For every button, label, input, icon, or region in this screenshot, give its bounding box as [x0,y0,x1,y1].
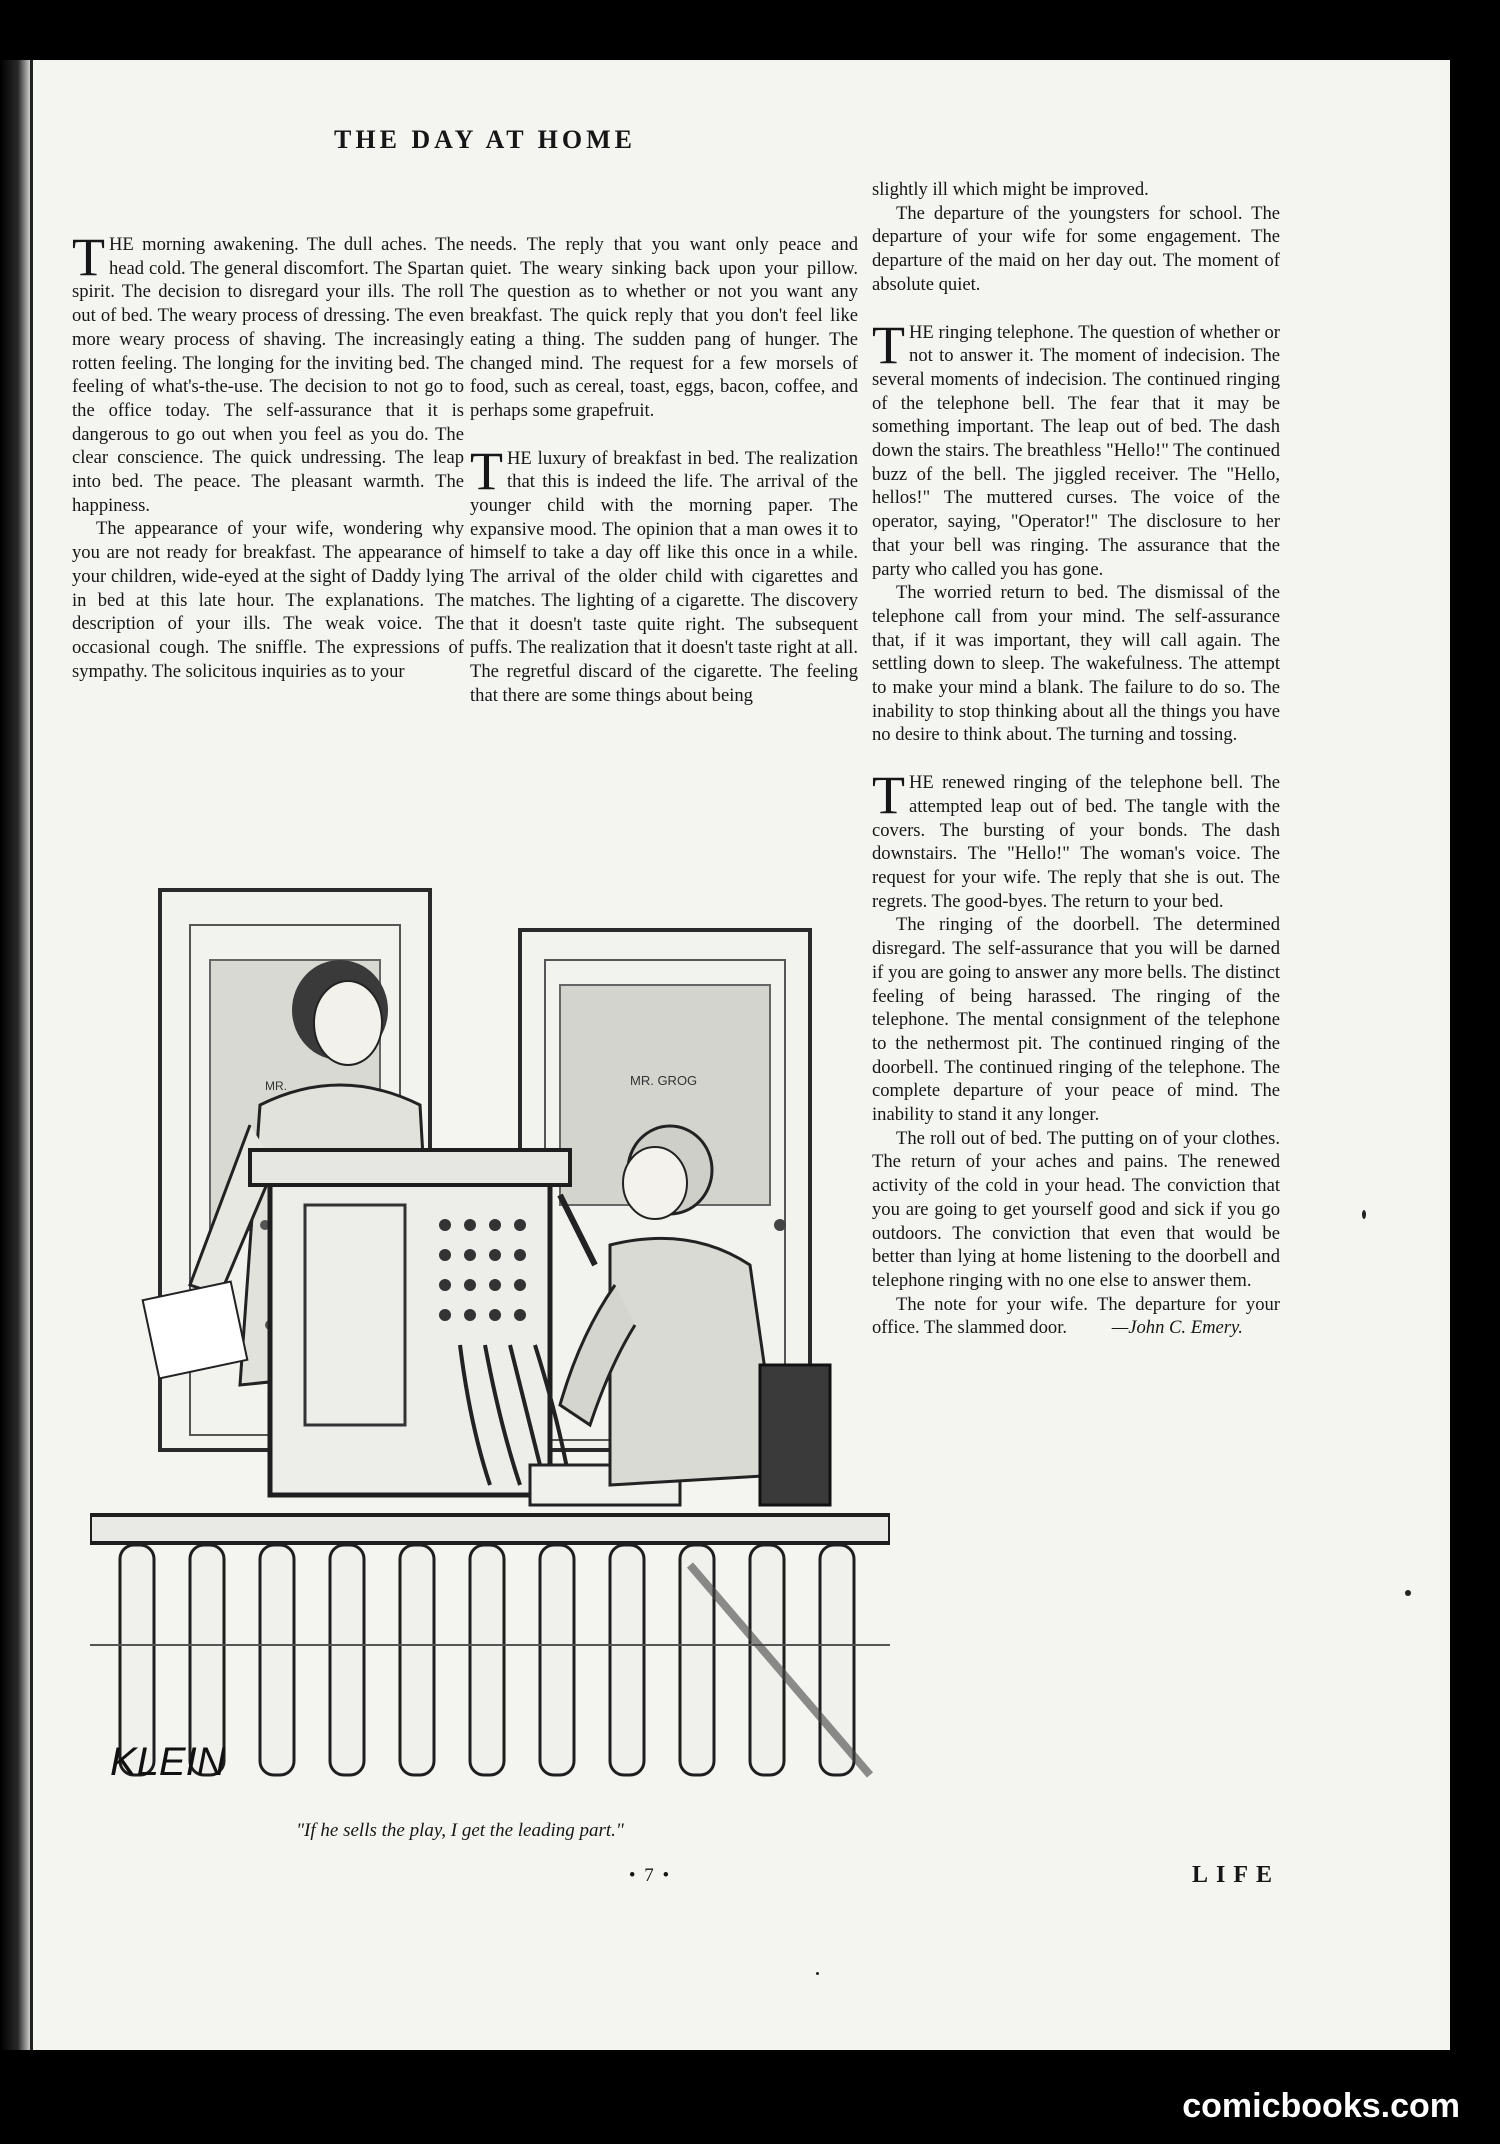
drop-cap: T [872,765,905,826]
text-column-1 [72,227,464,683]
page-number: • 7 • [628,1865,672,1886]
paragraph-text: HE morning awakening. The dull aches. The head cold. The general discomfort. The Spartan spirit. The decision to disregard your ills. The roll out of bed. The weary process of dressing. The even more weary process of shaving. The increasingly rotten feeling. The longing for the inviting bed. The feeling of what's-the-use. The decision to not go to the office today. The self-assurance that it is dangerous to go out when you feel as you do. The clear conscience. The quick undressing. The leap into bed. The peace. The pleasant warmth. The happiness. [72,234,464,516]
paragraph: needs. The reply that you want only peace and quiet. The weary sinking back upon your pillow. The question as to whether or not you want any breakfast. The quick reply that you don't feel like eating a thing. The sudden pang of hunger. The changed mind. The request for a few morsels of food, such as cereal, toast, eggs, bacon, coffee, and perhaps some grapefruit. [470,234,858,421]
text-column-2 [470,233,858,707]
paragraph-text: HE renewed ringing of the telephone bell. The attempted leap out of bed. The tangle with the covers. The bursting of your bonds. The dash downstairs. The "Hello!" The woman's voice. The request for your wife. The reply that she is out. The regrets. The good-byes. The return to your bed. [872,772,1280,912]
facing-page-edge [0,60,30,2050]
drop-cap: T [872,314,905,375]
byline: —John C. Emery. [1111,1317,1243,1339]
paragraph: The departure of the youngsters for school. The departure of your wife for some engagement. The departure of the maid on her day out. The moment of absolute quiet. [872,202,1280,295]
cartoon-caption: "If he sells the play, I get the leading part." [296,1820,624,1841]
right-door-sign: MR. GROG [630,1073,698,1088]
drop-cap: T [72,227,105,287]
text-column-3 [872,178,1280,1340]
article-title: THE DAY AT HOME [334,125,636,154]
paragraph-text: HE ringing telephone. The question of whether or not to answer it. The moment of indecision. The several moments of indecision. The continued ringing of the telephone bell. The fear that it may be something important. The leap out of bed. The dash down the stairs. The breathless "Hello!" The continued buzz of the bell. The jiggled receiver. The "Hello, hellos!" The muttered curses. The voice of the operator, saying, "Operator!" The disclosure to her that your bell was ringing. The assurance that the party who called you has gone. [872,321,1280,580]
paragraph [872,765,1280,913]
paragraph: The roll out of bed. The putting on of your clothes. The return of your aches and pains. The renewed activity of the cold in your head. The conviction that you are going to get yourself good and sick if you go outdoors. The conviction that even that would be better than lying at home listening to the doorbell and telephone ringing with no one else to answer them. [872,1127,1280,1291]
paragraph [872,314,1280,582]
paragraph: slightly ill which might be improved. [872,179,1149,200]
left-door-sign: MR. [265,1079,287,1093]
paragraph: The appearance of your wife, wondering why you are not ready for breakfast. The appearance of your children, wide-eyed at the sight of Daddy lying in bed at this late hour. The explanations. The description of your ills. The weak voice. The occasional cough. The sniffle. The expressions of sympathy. The solicitous inquiries as to your [72,518,464,682]
paragraph: The worried return to bed. The dismissal of the telephone call from your mind. The self-assurance that, if it was important, they will call again. The settling down to sleep. The wakefulness. The attempt to make your mind a blank. The failure to do so. The inability to stop thinking about all the things you have no desire to think about. The turning and tossing. [872,582,1280,746]
paragraph: The ringing of the doorbell. The determined disregard. The self-assurance that you will be darned if you are going to answer any more bells. The distinct feeling of being harassed. The ringing of the telephone. The mental consignment of the telephone to the nethermost pit. The continued ringing of the doorbell. The continued ringing of the telephone. The complete departure of your peace of mind. The inability to stand it any longer. [872,914,1280,1126]
paragraph [72,227,464,517]
drop-cap: T [470,440,503,501]
paragraph [872,1293,1280,1340]
cartoon-illustration [90,865,890,1805]
paragraph [470,440,858,708]
site-watermark: comicbooks.com [1182,2087,1460,2125]
print-speck [1362,1210,1366,1219]
print-speck [816,1972,819,1975]
print-speck [1405,1590,1411,1596]
artist-signature: KLEIN [110,1740,226,1784]
paragraph-text: The note for your wife. The departure for your office. The slammed door. [872,1293,1280,1339]
magazine-name: LIFE [1191,1862,1280,1888]
balcony-railing [90,1515,890,1775]
paragraph-text: HE luxury of breakfast in bed. The realization that this is indeed the life. The arrival of the younger child with the morning paper. The expansive mood. The opinion that a man owes it to himself to take a day off like this once in a while. The arrival of the older child with cigarettes and matches. The lighting of a cigarette. The discovery that it doesn't taste quite right. The subsequent puffs. The realization that it doesn't taste right at all. The regretful discard of the cigarette. The feeling that there are some things about being [470,447,858,706]
